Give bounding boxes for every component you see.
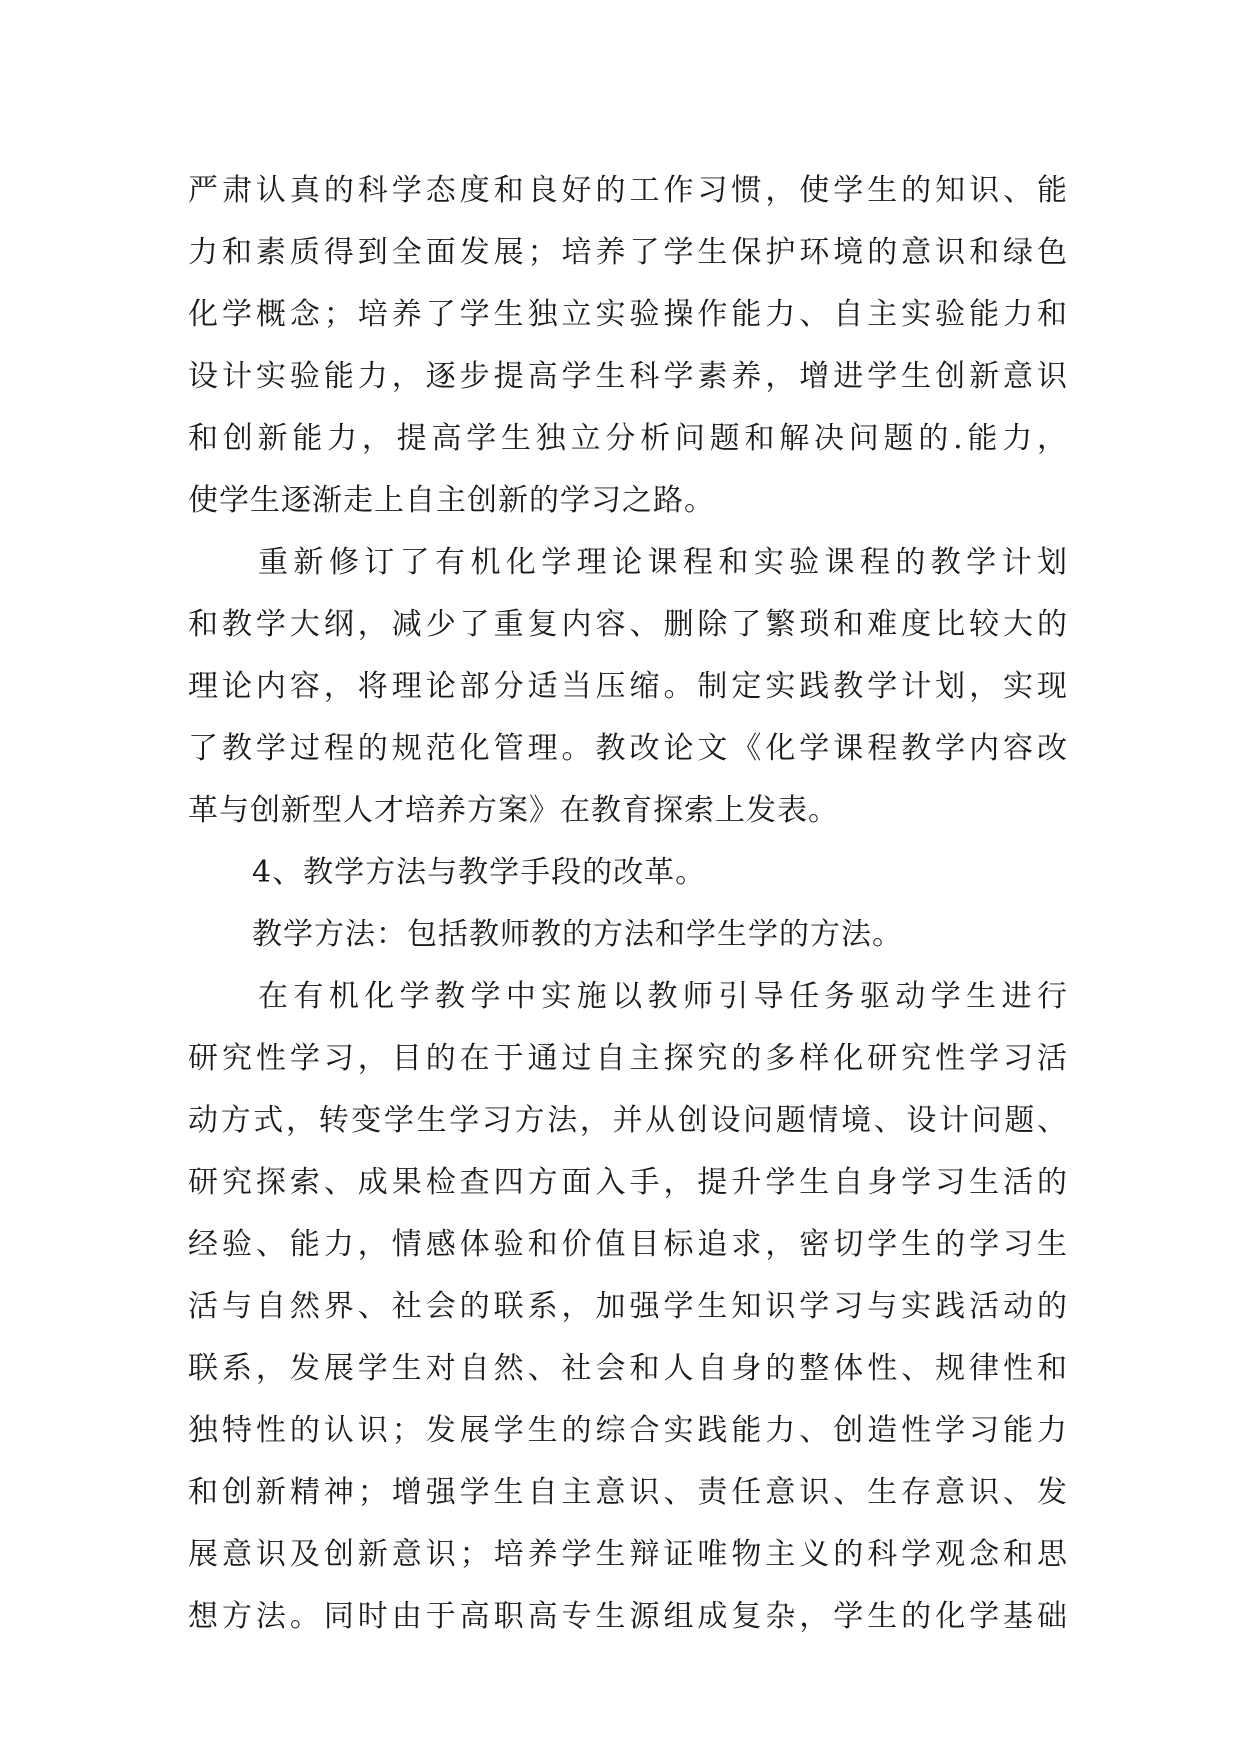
text-line: 和教学大纲，减少了重复内容、删除了繁琐和难度比较大的 — [188, 607, 1068, 642]
text-line: 联系，发展学生对自然、社会和人自身的整体性、规律性和 — [188, 1351, 1068, 1386]
paragraph-first-line: 重新修订了有机化学理论课程和实验课程的教学计划 — [258, 545, 1068, 580]
text-line: 和创新能力，提高学生独立分析问题和解决问题的.能力， — [188, 421, 1068, 456]
text-line: 理论内容，将理论部分适当压缩。制定实践教学计划，实现 — [188, 669, 1068, 704]
document-body — [188, 160, 1068, 1648]
text-line: 想方法。同时由于高职高专生源组成复杂，学生的化学基础 — [188, 1599, 1068, 1634]
paragraph-first-line: 教学方法：包括教师教的方法和学生学的方法。 — [252, 917, 903, 952]
text-line: 化学概念；培养了学生独立实验操作能力、自主实验能力和 — [188, 297, 1068, 332]
text-line: 活与自然界、社会的联系，加强学生知识学习与实践活动的 — [188, 1289, 1068, 1324]
paragraph-first-line: 在有机化学教学中实施以教师引导任务驱动学生进行 — [258, 979, 1068, 1014]
text-line: 经验、能力，情感体验和价值目标追求，密切学生的学习生 — [188, 1227, 1068, 1262]
text-line: 研究性学习，目的在于通过自主探究的多样化研究性学习活 — [188, 1041, 1068, 1076]
text-line: 展意识及创新意识；培养学生辩证唯物主义的科学观念和思 — [188, 1537, 1068, 1572]
text-line: 独特性的认识；发展学生的综合实践能力、创造性学习能力 — [188, 1413, 1068, 1448]
text-line: 和创新精神；增强学生自主意识、责任意识、生存意识、发 — [188, 1475, 1068, 1510]
text-line: 力和素质得到全面发展；培养了学生保护环境的意识和绿色 — [188, 235, 1068, 270]
text-line: 研究探索、成果检查四方面入手，提升学生自身学习生活的 — [188, 1165, 1068, 1200]
text-line: 了教学过程的规范化管理。教改论文《化学课程教学内容改 — [188, 731, 1068, 766]
text-line: 使学生逐渐走上自主创新的学习之路。 — [188, 483, 715, 518]
section-heading: 4、教学方法与教学手段的改革。 — [252, 855, 707, 890]
text-line: 动方式，转变学生学习方法，并从创设问题情境、设计问题、 — [188, 1103, 1068, 1138]
text-line: 严肃认真的科学态度和良好的工作习惯，使学生的知识、能 — [188, 173, 1068, 208]
text-line: 革与创新型人才培养方案》在教育探索上发表。 — [188, 793, 839, 828]
text-line: 设计实验能力，逐步提高学生科学素养，增进学生创新意识 — [188, 359, 1068, 394]
